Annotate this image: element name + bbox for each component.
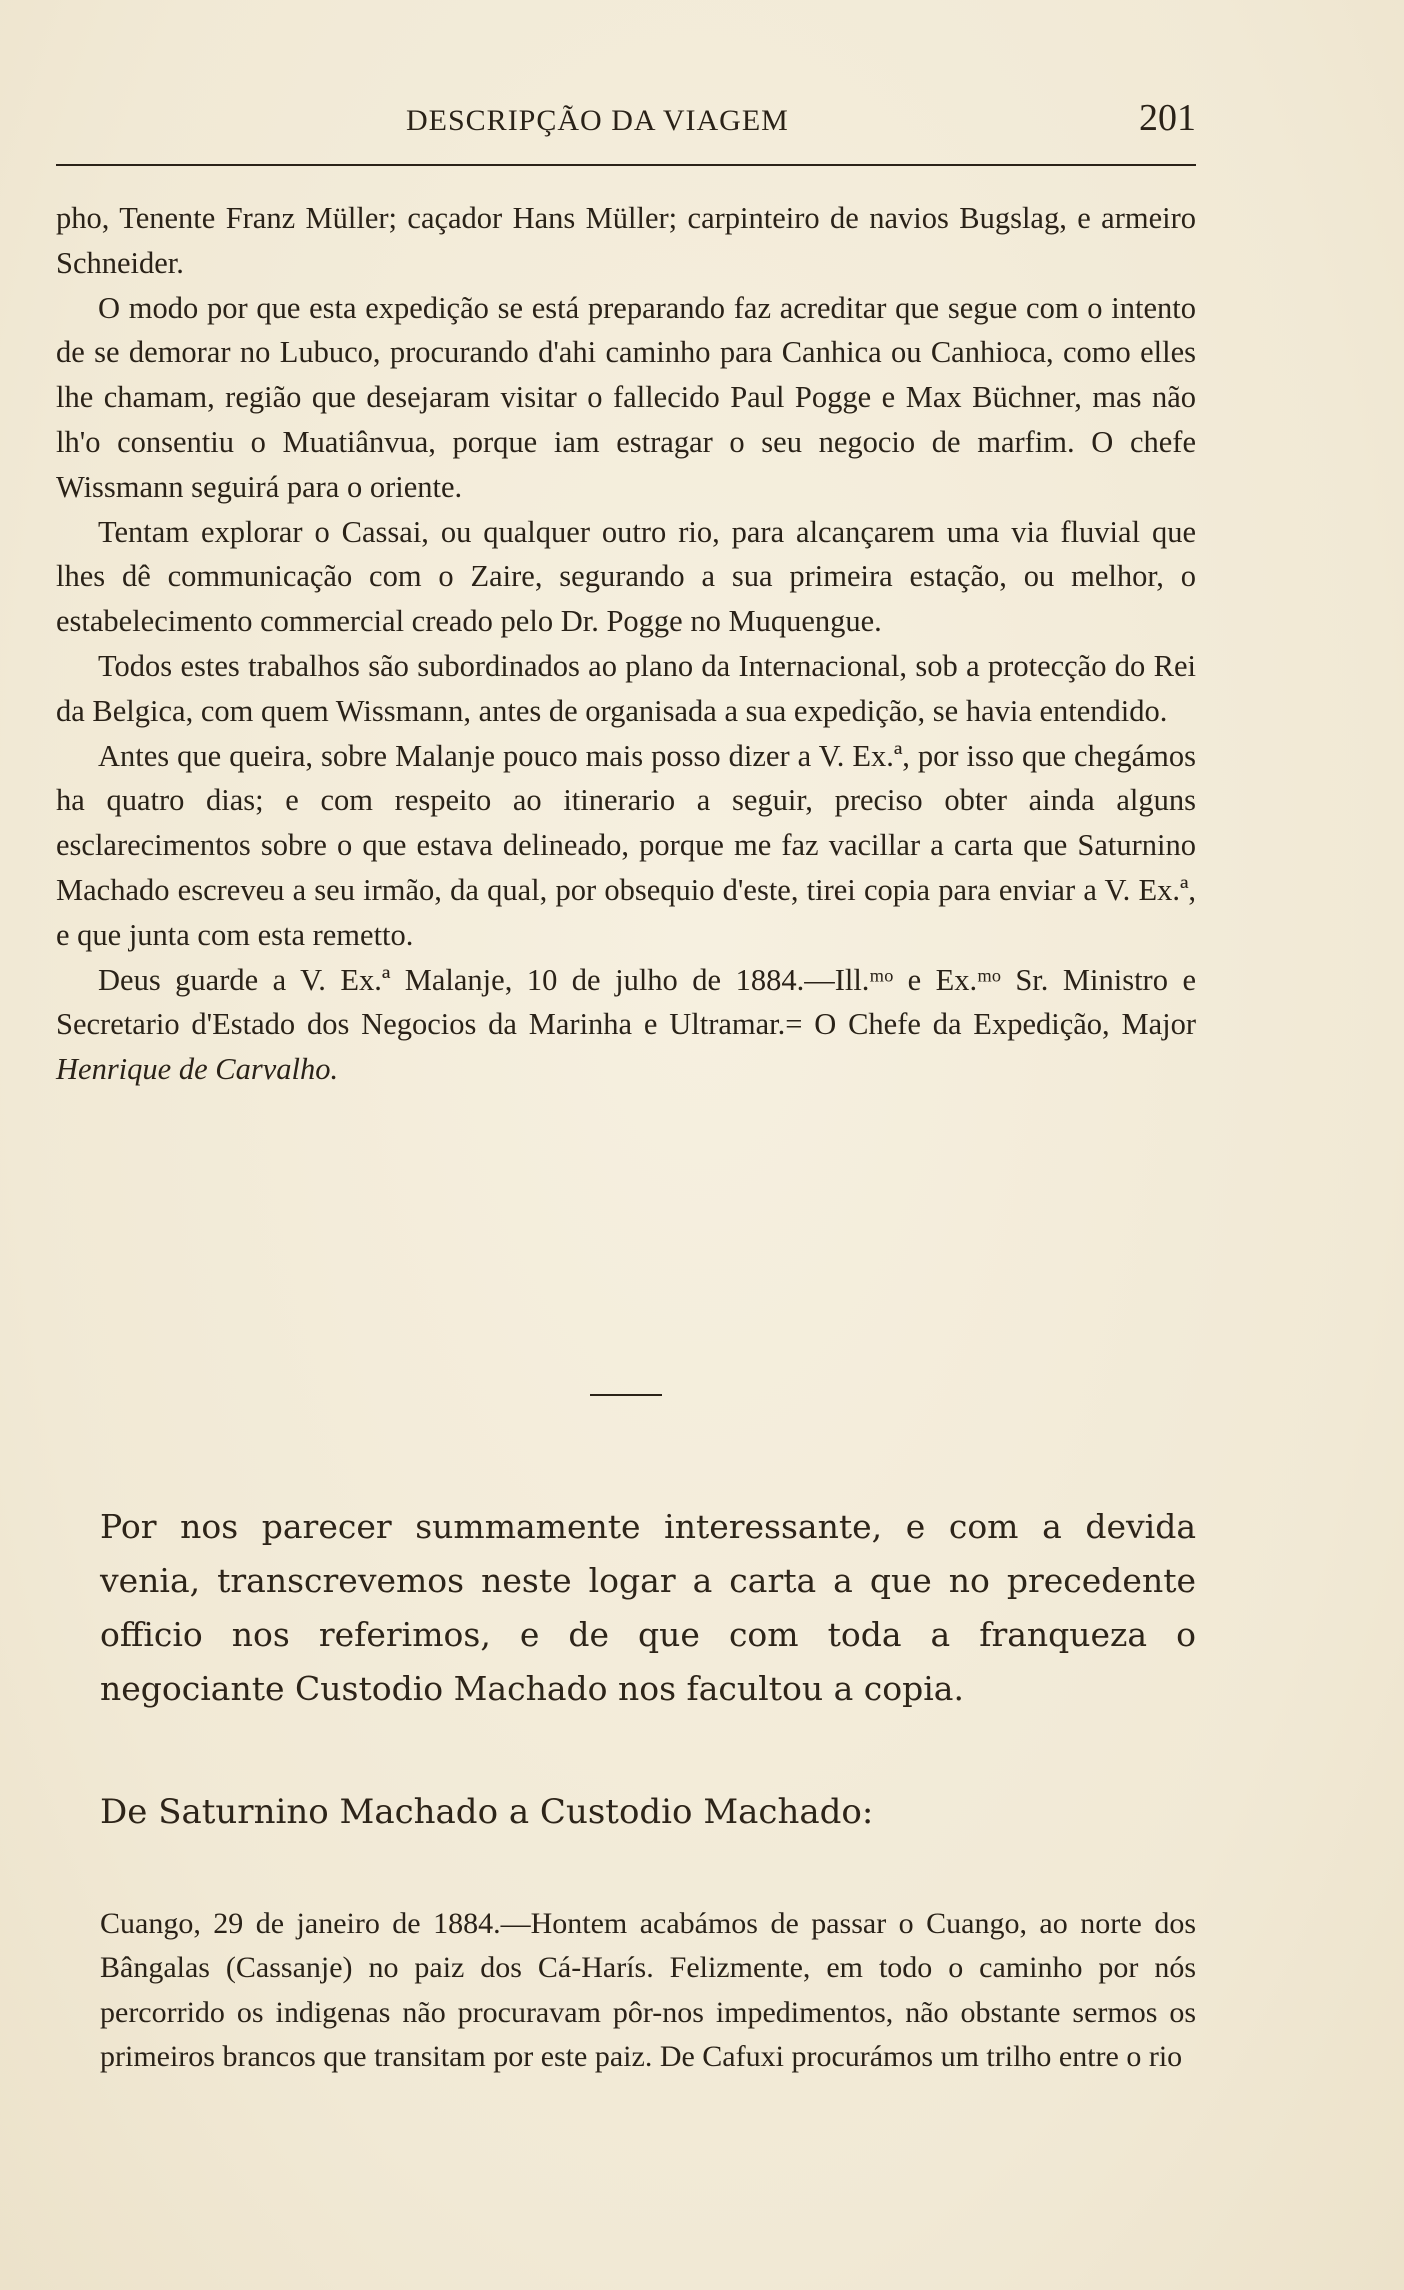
paragraph-5: Antes que queira, sobre Malanje pouco mais posso dizer a V. Ex.ª, por isso que chegámos ha quatro dias; e com respeito ao itinerario a seguir, preciso obter ainda alguns esclarecimentos sobre o que estava delineado, porque me faz vacillar a carta que Saturnino Machado escreveu a seu irmão, da qual, por obsequio d'este, tirei copia para enviar a V. Ex.ª, e que junta com esta remetto. [56, 738, 1196, 952]
letter-heading: De Saturnino Machado a Custodio Machado: [100, 1792, 874, 1832]
page-header [56, 96, 1196, 156]
page-number: 201 [1139, 97, 1196, 139]
closing-text: Deus guarde a V. Ex.ª Malanje, 10 de julho de 1884.—Ill.ᵐᵒ e Ex.ᵐᵒ Sr. Ministro e Secretario d'Estado dos Negocios da Marinha e Ultramar.= O Chefe da Expedição, Major [56, 962, 1196, 1042]
paragraph-1: pho, Tenente Franz Müller; caçador Hans Müller; carpinteiro de navios Bugslag, e armeiro Schneider. [56, 201, 1196, 280]
paragraph-3: Tentam explorar o Cassai, ou qualquer outro rio, para alcançarem uma via fluvial que lhes dê communicação com o Zaire, segurando a sua primeira estação, ou melhor, o estabelecimento commercial creado pelo Dr. Pogge no Muquengue. [56, 514, 1196, 639]
header-rule [56, 164, 1196, 166]
report-text [56, 196, 1196, 1092]
paragraph-2: O modo por que esta expedição se está preparando faz acreditar que segue com o intento de se demorar no Lubuco, procurando d'ahi caminho para Canhica ou Canhioca, como elles lhe chamam, região que desejaram visitar o fallecido Paul Pogge e Max Büchner, mas não lh'o consentiu o Muatiânvua, porque iam estragar o seu negocio de marfim. O chefe Wissmann seguirá para o oriente. [56, 290, 1196, 504]
intro-paragraph: Por nos parecer summamente interessante, e com a devida venia, transcrevemos neste logar a carta a que no precedente officio nos referimos, e de que com toda a franqueza o negociante Custodio Machado nos facultou a copia. [100, 1507, 1196, 1708]
running-title: DESCRIPÇÃO DA VIAGEM [406, 104, 789, 137]
signature-name: Henrique de Carvalho. [56, 1052, 339, 1087]
editor-introduction [100, 1500, 1196, 1716]
letter-text [100, 1902, 1196, 2080]
paragraph-4: Todos estes trabalhos são subordinados ao plano da Internacional, sob a protecção do Rei da Belgica, com quem Wissmann, antes de organisada a sua expedição, se havia entendido. [56, 648, 1196, 728]
paragraph-6 [56, 958, 1196, 1092]
section-separator [590, 1394, 662, 1396]
letter-paragraph: Cuango, 29 de janeiro de 1884.—Hontem acabámos de passar o Cuango, ao norte dos Bângalas (Cassanje) no paiz dos Cá-Harís. Felizmente, em todo o caminho por nós percorrido os indigenas não procuravam pôr-nos impedimentos, não obstante sermos os primeiros brancos que transitam por este paiz. De Cafuxi procurámos um trilho entre o rio [100, 1907, 1196, 2074]
